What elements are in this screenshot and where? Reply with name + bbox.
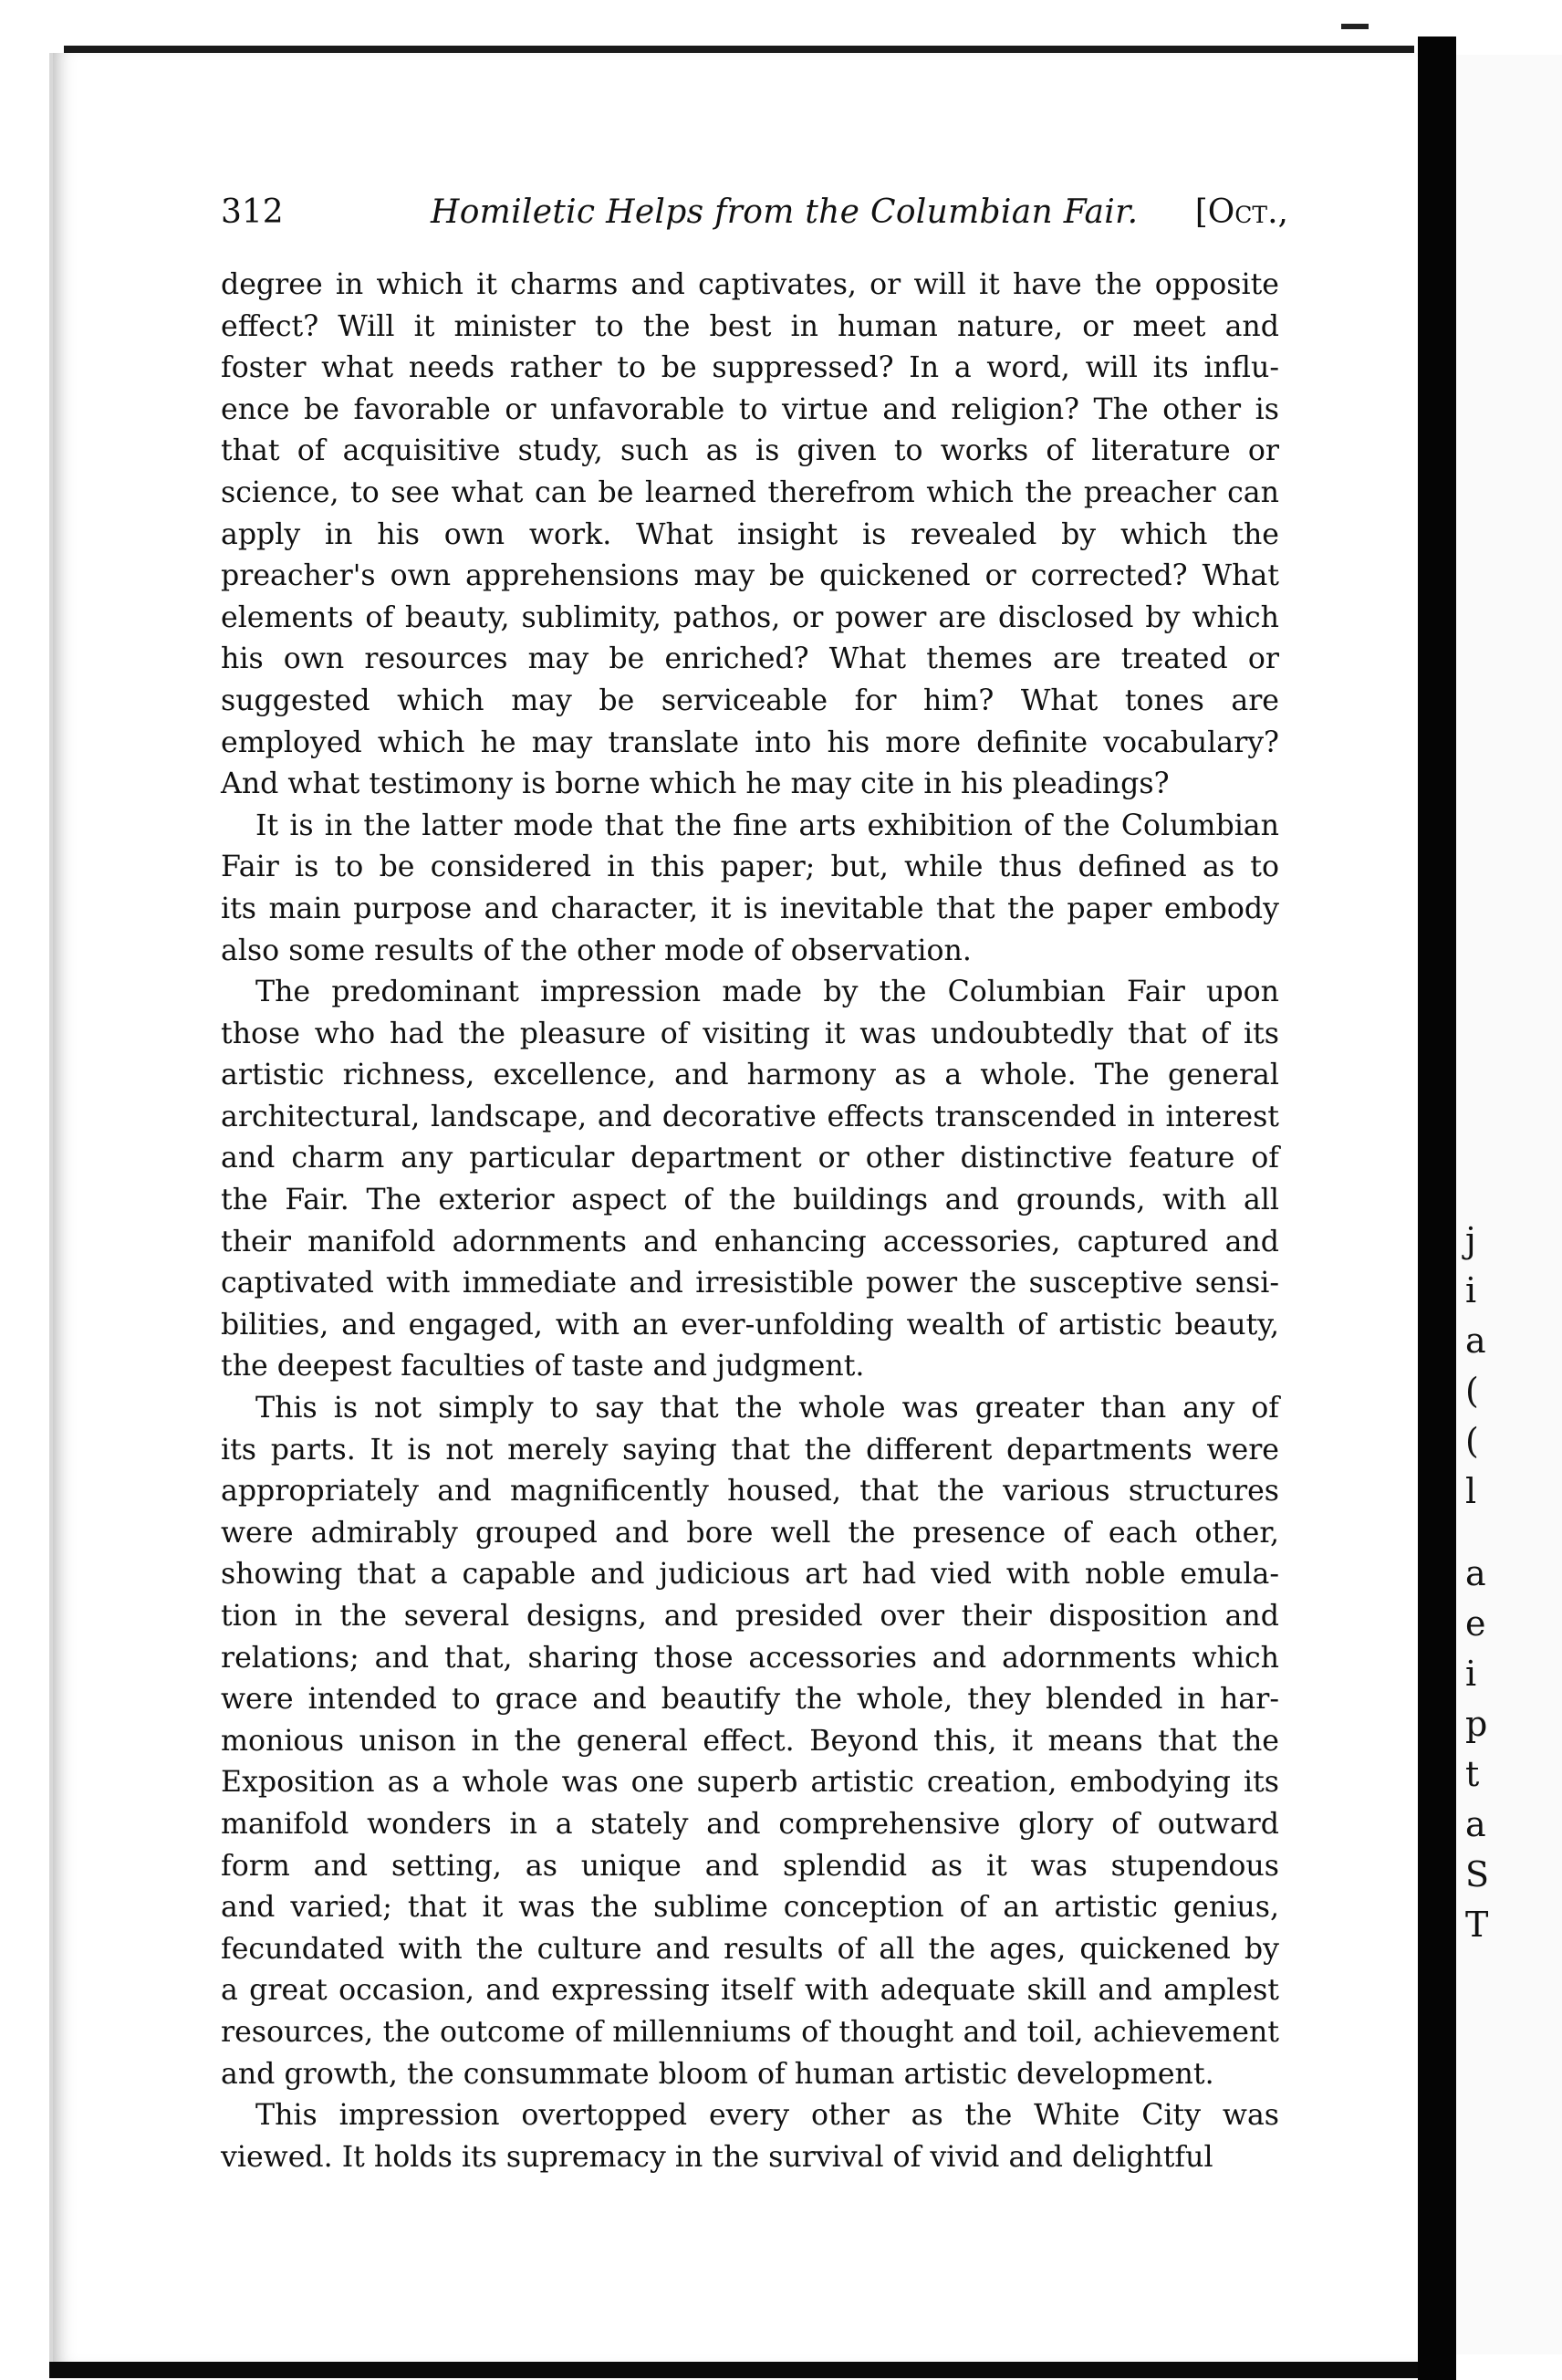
text-line: tion in the several designs, and presided over their disposition and: [221, 1600, 1279, 1633]
facing-page-letter: T: [1465, 1905, 1489, 1945]
paragraph: [221, 972, 1279, 1388]
facing-page-letter: t: [1465, 1754, 1480, 1794]
text-line: architectural, landscape, and decorative effects transcended in interest: [221, 1100, 1279, 1133]
text-line: This is not simply to say that the whole was greater than any of: [255, 1392, 1279, 1425]
text-line: its main purpose and character, it is inevitable that the paper embody: [221, 892, 1279, 925]
text-line: foster what needs rather to be suppressed? In a word, will its influ-: [221, 351, 1279, 385]
facing-page-letter: i: [1465, 1270, 1477, 1310]
text-line: appropriately and magnificently housed, that the various structures: [221, 1475, 1279, 1508]
text-line: his own resources may be enriched? What themes are treated or: [221, 642, 1279, 676]
text-line: ence be favorable or unfavorable to virtue and religion? The other is: [221, 392, 1279, 426]
scan-mark: [1341, 24, 1369, 29]
article-body: [221, 265, 1279, 2178]
text-line: preacher's own apprehensions may be quickened or corrected? What: [221, 559, 1279, 593]
text-line: and charm any particular department or other distinctive feature of: [221, 1142, 1279, 1175]
page-bottom-edge: [49, 2362, 1427, 2378]
text-line: captivated with immediate and irresistible power the susceptive sensi-: [221, 1267, 1279, 1300]
facing-page-letter: (: [1465, 1421, 1479, 1461]
text-line: Exposition as a whole was one superb artistic creation, embodying its: [221, 1766, 1279, 1800]
paragraph: [221, 265, 1279, 806]
text-line: and growth, the consummate bloom of human artistic development.: [221, 2057, 1214, 2091]
text-line: resources, the outcome of millenniums of thought and toil, achievement: [221, 2015, 1279, 2049]
text-line: their manifold adornments and enhancing accessories, captured and: [221, 1225, 1279, 1258]
text-line: And what testimony is borne which he may cite in his pleadings?: [221, 767, 1170, 801]
text-line: degree in which it charms and captivates, or will it have the opposite: [221, 268, 1279, 301]
book-gutter: [1418, 37, 1456, 2380]
text-line: science, to see what can be learned therefrom which the preacher can: [221, 475, 1279, 509]
text-line: also some results of the other mode of observation.: [221, 934, 972, 967]
text-line: relations; and that, sharing those accessories and adornments which: [221, 1641, 1279, 1675]
text-line: form and setting, as unique and splendid as it was stupendous: [221, 1849, 1279, 1883]
text-line: This impression overtopped every other as the White City was: [255, 2099, 1279, 2133]
issue-label: [Oct.,: [1194, 193, 1288, 231]
text-line: and varied; that it was the sublime conception of an artistic genius,: [221, 1891, 1279, 1925]
page-number: 312: [221, 193, 284, 231]
facing-page-letter: a: [1465, 1553, 1486, 1593]
text-line: Fair is to be considered in this paper; but, while thus defined as to: [221, 851, 1279, 884]
text-line: employed which he may translate into his more definite vocabulary?: [221, 725, 1279, 759]
text-line: artistic richness, excellence, and harmony as a whole. The general: [221, 1059, 1279, 1092]
facing-page-letter: (: [1465, 1371, 1479, 1411]
facing-page-letter: a: [1465, 1804, 1486, 1844]
text-line: a great occasion, and expressing itself with adequate skill and amplest: [221, 1974, 1279, 2008]
facing-page-letter: p: [1465, 1704, 1488, 1744]
running-title: Homiletic Helps from the Columbian Fair.: [431, 193, 1139, 231]
paragraph: [221, 806, 1279, 972]
paragraph: [221, 1388, 1279, 2095]
text-line: The predominant impression made by the Columbian Fair upon: [255, 976, 1279, 1009]
text-line: apply in his own work. What insight is revealed by which the: [221, 517, 1279, 551]
running-header: [221, 193, 1288, 248]
facing-page-letter: S: [1465, 1854, 1490, 1895]
text-line: the Fair. The exterior aspect of the buildings and grounds, with all: [221, 1184, 1279, 1217]
facing-page-letter: l: [1465, 1471, 1477, 1511]
text-line: elements of beauty, sublimity, pathos, or power are disclosed by which: [221, 600, 1279, 634]
text-line: It is in the latter mode that the fine arts exhibition of the Columbian: [255, 809, 1279, 842]
text-line: effect? Will it minister to the best in human nature, or meet and: [221, 309, 1279, 343]
facing-page-letter: j: [1465, 1220, 1476, 1260]
text-line: that of acquisitive study, such as is given to works of literature or: [221, 434, 1279, 468]
text-line: manifold wonders in a stately and comprehensive glory of outward: [221, 1807, 1279, 1841]
text-line: showing that a capable and judicious art had vied with noble emula-: [221, 1558, 1279, 1592]
text-line: monious unison in the general effect. Beyond this, it means that the: [221, 1724, 1279, 1758]
text-line: suggested which may be serviceable for him? What tones are: [221, 684, 1279, 717]
text-line: fecundated with the culture and results of all the ages, quickened by: [221, 1932, 1279, 1966]
paragraph: [221, 2095, 1279, 2178]
text-line: were admirably grouped and bore well the presence of each other,: [221, 1516, 1279, 1550]
facing-page-letter: i: [1465, 1654, 1477, 1694]
facing-page: [1456, 55, 1562, 2354]
text-line: those who had the pleasure of visiting it was undoubtedly that of its: [221, 1017, 1279, 1050]
text-line: the deepest faculties of taste and judgment.: [221, 1350, 865, 1383]
text-line: viewed. It holds its supremacy in the survival of vivid and delightful: [221, 2140, 1213, 2174]
text-line: bilities, and engaged, with an ever-unfolding wealth of artistic beauty,: [221, 1308, 1279, 1341]
facing-page-letter: a: [1465, 1320, 1486, 1361]
facing-page-letter: e: [1465, 1603, 1486, 1644]
text-line: its parts. It is not merely saying that the different departments were: [221, 1433, 1279, 1467]
text-line: were intended to grace and beautify the whole, they blended in har-: [221, 1683, 1279, 1717]
